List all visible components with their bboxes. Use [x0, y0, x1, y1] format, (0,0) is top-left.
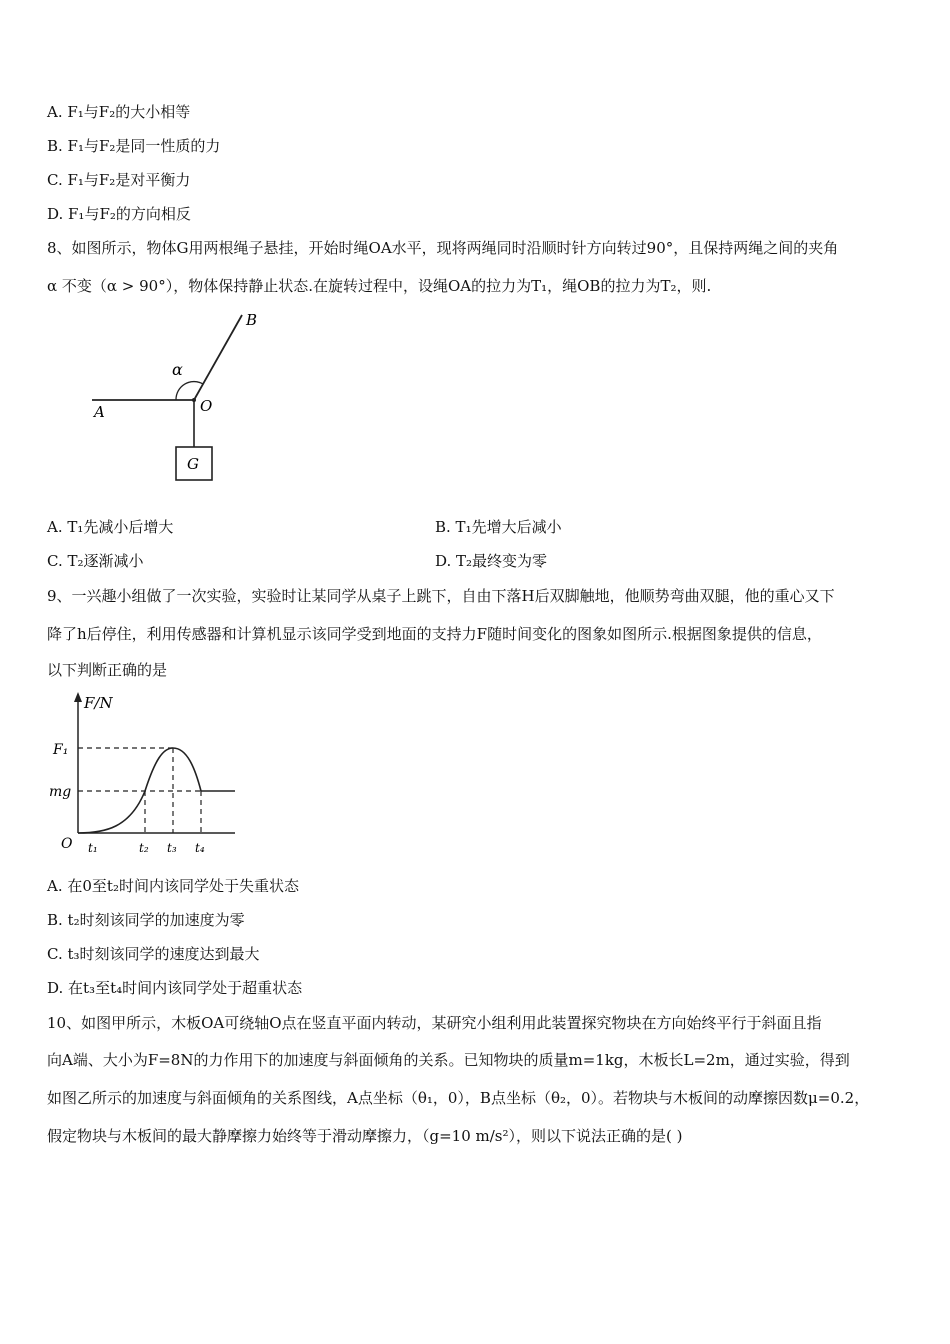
q9-option-a: A. 在0至t₂时间内该同学处于失重状态: [47, 877, 299, 895]
q9-graph: [45, 688, 245, 863]
f1-label: F₁: [53, 742, 69, 758]
label-a: A: [94, 403, 105, 421]
q9-stem-line1: 9、一兴趣小组做了一次实验，实验时让某同学从桌子上跳下，自由下落H后双脚触地，他顺势弯曲双腿，他的重心又下: [47, 587, 835, 605]
t2-label: t₂: [139, 841, 149, 855]
q9-option-c: C. t₃时刻该同学的速度达到最大: [47, 945, 260, 963]
t4-label: t₄: [195, 841, 205, 855]
q7-option-a: A. F₁与F₂的大小相等: [47, 103, 191, 121]
q10-stem-line3: 如图乙所示的加速度与斜面倾角的关系图线，A点坐标（θ₁，0），B点坐标（θ₂，0）。若物块与木板间的动摩擦因数μ=0.2，: [47, 1089, 870, 1107]
q8-option-c: C. T₂逐渐减小: [47, 552, 144, 570]
label-g: G: [187, 455, 199, 473]
y-axis-label: F/N: [84, 694, 113, 712]
q8-option-a: A. T₁先减小后增大: [47, 518, 174, 536]
t1-label: t₁: [88, 841, 98, 855]
q9-stem-line3: 以下判断正确的是: [47, 661, 168, 679]
q8-stem-line1: 8、如图所示，物体G用两根绳子悬挂，开始时绳OA水平，现将两绳同时沿顺时针方向转过90°，且保持两绳之间的夹角: [47, 239, 839, 257]
point-o: [192, 398, 196, 402]
origin-label: O: [61, 836, 73, 852]
label-o: O: [200, 397, 213, 415]
label-b: B: [246, 311, 258, 329]
rope-ob: [194, 315, 242, 400]
q10-stem-line2: 向A端、大小为F=8N的力作用下的加速度与斜面倾角的关系。已知物块的质量m=1kg，木板长L=2m，通过实验，得到: [47, 1051, 850, 1069]
q7-option-d: D. F₁与F₂的方向相反: [47, 205, 191, 223]
q9-stem-line2: 降了h后停住，利用传感器和计算机显示该同学受到地面的支持力F随时间变化的图象如图所示.根据图象提供的信息，: [47, 625, 822, 643]
q8-stem-line2: α 不变（α > 90°），物体保持静止状态.在旋转过程中，设绳OA的拉力为T₁，绳OB的拉力为T₂，则.: [47, 277, 712, 295]
q7-option-b: B. F₁与F₂是同一性质的力: [47, 137, 221, 155]
q9-option-b: B. t₂时刻该同学的加速度为零: [47, 911, 245, 929]
force-curve: [78, 748, 235, 833]
q10-stem-line4: 假定物块与木板间的最大静摩擦力始终等于滑动摩擦力，（g=10 m/s²），则以下说法正确的是( ): [47, 1127, 683, 1145]
mg-label: mg: [49, 784, 72, 800]
q7-option-c: C. F₁与F₂是对平衡力: [47, 171, 191, 189]
t3-label: t₃: [167, 841, 177, 855]
label-alpha: α: [172, 360, 183, 379]
q8-figure: [80, 305, 280, 490]
q8-option-d: D. T₂最终变为零: [435, 552, 548, 570]
q10-stem-line1: 10、如图甲所示，木板OA可绕轴O点在竖直平面内转动，某研究小组利用此装置探究物块在方向始终平行于斜面且指: [47, 1014, 822, 1032]
q8-option-b: B. T₁先增大后减小: [435, 518, 562, 536]
y-axis-arrow: [74, 692, 82, 702]
q9-option-d: D. 在t₃至t₄时间内该同学处于超重状态: [47, 979, 303, 997]
